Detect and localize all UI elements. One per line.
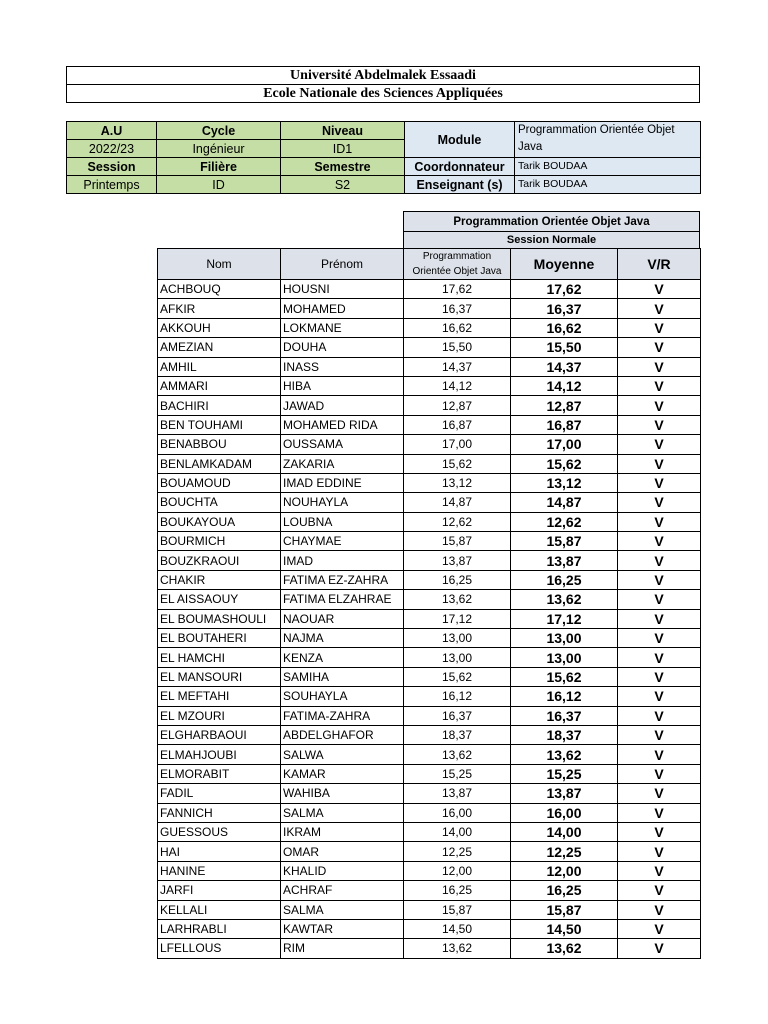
- student-nom: ELMORABIT: [158, 764, 281, 783]
- student-vr: V: [618, 473, 701, 492]
- student-prenom: IKRAM: [281, 822, 404, 841]
- student-vr: V: [618, 376, 701, 395]
- table-row: [158, 299, 701, 318]
- student-vr: V: [618, 570, 701, 589]
- enseignant-value: Tarik BOUDAA: [515, 176, 701, 194]
- au-label: A.U: [67, 122, 157, 140]
- student-moyenne: 16,37: [511, 706, 618, 725]
- table-row: [158, 338, 701, 357]
- cycle-label: Cycle: [157, 122, 281, 140]
- filiere-label: Filière: [157, 158, 281, 176]
- student-moyenne: 16,25: [511, 570, 618, 589]
- student-nom: ELMAHJOUBI: [158, 745, 281, 764]
- student-nom: EL AISSAOUY: [158, 590, 281, 609]
- student-prenom: MOHAMED: [281, 299, 404, 318]
- student-moyenne: 14,37: [511, 357, 618, 376]
- student-vr: V: [618, 435, 701, 454]
- student-vr: V: [618, 939, 701, 958]
- student-note: 13,62: [404, 745, 511, 764]
- student-prenom: ABDELGHAFOR: [281, 725, 404, 744]
- student-vr: V: [618, 764, 701, 783]
- table-row: [158, 396, 701, 415]
- table-row: [158, 939, 701, 958]
- student-prenom: KHALID: [281, 861, 404, 880]
- col-prenom: Prénom: [281, 249, 404, 280]
- student-moyenne: 13,62: [511, 939, 618, 958]
- table-row: [158, 667, 701, 686]
- student-vr: V: [618, 667, 701, 686]
- student-nom: GUESSOUS: [158, 822, 281, 841]
- module-label: Module: [405, 122, 515, 158]
- student-note: 17,62: [404, 280, 511, 299]
- student-vr: V: [618, 822, 701, 841]
- student-note: 15,25: [404, 764, 511, 783]
- student-moyenne: 14,12: [511, 376, 618, 395]
- student-moyenne: 13,87: [511, 784, 618, 803]
- table-row: [158, 900, 701, 919]
- student-vr: V: [618, 648, 701, 667]
- table-row: [158, 822, 701, 841]
- student-note: 14,87: [404, 493, 511, 512]
- student-moyenne: 15,87: [511, 900, 618, 919]
- university-name: Université Abdelmalek Essaadi: [67, 67, 700, 85]
- student-moyenne: 15,25: [511, 764, 618, 783]
- title-block: [66, 66, 700, 103]
- student-moyenne: 14,00: [511, 822, 618, 841]
- table-row: [158, 357, 701, 376]
- student-vr: V: [618, 299, 701, 318]
- table-row: [158, 280, 701, 299]
- niveau-value: ID1: [281, 140, 405, 158]
- table-row: [158, 648, 701, 667]
- student-note: 13,87: [404, 551, 511, 570]
- student-moyenne: 12,00: [511, 861, 618, 880]
- student-prenom: SOUHAYLA: [281, 687, 404, 706]
- student-prenom: IMAD EDDINE: [281, 473, 404, 492]
- student-prenom: FATIMA ELZAHRAE: [281, 590, 404, 609]
- student-note: 12,62: [404, 512, 511, 531]
- student-note: 13,62: [404, 939, 511, 958]
- au-value: 2022/23: [67, 140, 157, 158]
- table-row: [158, 784, 701, 803]
- student-prenom: OUSSAMA: [281, 435, 404, 454]
- student-note: 17,00: [404, 435, 511, 454]
- student-prenom: LOKMANE: [281, 318, 404, 337]
- student-nom: AMEZIAN: [158, 338, 281, 357]
- student-prenom: JAWAD: [281, 396, 404, 415]
- student-moyenne: 17,00: [511, 435, 618, 454]
- student-note: 16,37: [404, 299, 511, 318]
- table-row: [158, 687, 701, 706]
- filiere-value: ID: [157, 176, 281, 194]
- col-programmation: Programmation Orientée Objet Java: [404, 249, 511, 280]
- module-title: Programmation Orientée Objet Java: [404, 212, 700, 232]
- student-nom: KELLALI: [158, 900, 281, 919]
- student-nom: AKKOUH: [158, 318, 281, 337]
- session-title: Session Normale: [404, 232, 700, 249]
- student-moyenne: 15,62: [511, 667, 618, 686]
- student-prenom: MOHAMED RIDA: [281, 415, 404, 434]
- student-vr: V: [618, 532, 701, 551]
- student-nom: LARHRABLI: [158, 919, 281, 938]
- student-prenom: WAHIBA: [281, 784, 404, 803]
- student-moyenne: 13,00: [511, 648, 618, 667]
- student-prenom: SALMA: [281, 803, 404, 822]
- student-note: 16,12: [404, 687, 511, 706]
- table-row: [158, 590, 701, 609]
- student-note: 16,62: [404, 318, 511, 337]
- student-prenom: IMAD: [281, 551, 404, 570]
- grades-table: [157, 248, 701, 959]
- student-vr: V: [618, 842, 701, 861]
- student-vr: V: [618, 784, 701, 803]
- student-nom: EL MANSOURI: [158, 667, 281, 686]
- student-note: 13,87: [404, 784, 511, 803]
- student-prenom: KAMAR: [281, 764, 404, 783]
- student-vr: V: [618, 454, 701, 473]
- student-nom: AMHIL: [158, 357, 281, 376]
- student-nom: BEN TOUHAMI: [158, 415, 281, 434]
- student-moyenne: 15,50: [511, 338, 618, 357]
- student-prenom: ZAKARIA: [281, 454, 404, 473]
- student-vr: V: [618, 745, 701, 764]
- student-moyenne: 12,87: [511, 396, 618, 415]
- student-prenom: KAWTAR: [281, 919, 404, 938]
- student-nom: AFKIR: [158, 299, 281, 318]
- student-vr: V: [618, 493, 701, 512]
- table-row: [158, 473, 701, 492]
- student-vr: V: [618, 338, 701, 357]
- student-nom: FANNICH: [158, 803, 281, 822]
- table-row: [158, 532, 701, 551]
- student-moyenne: 17,12: [511, 609, 618, 628]
- student-vr: V: [618, 551, 701, 570]
- student-vr: V: [618, 725, 701, 744]
- col-nom: Nom: [158, 249, 281, 280]
- student-note: 13,00: [404, 648, 511, 667]
- student-vr: V: [618, 803, 701, 822]
- student-moyenne: 13,87: [511, 551, 618, 570]
- student-vr: V: [618, 357, 701, 376]
- student-nom: BOURMICH: [158, 532, 281, 551]
- student-note: 12,00: [404, 861, 511, 880]
- student-prenom: NAJMA: [281, 629, 404, 648]
- student-prenom: ACHRAF: [281, 881, 404, 900]
- student-note: 13,00: [404, 629, 511, 648]
- student-vr: V: [618, 919, 701, 938]
- student-nom: ACHBOUQ: [158, 280, 281, 299]
- enseignant-label: Enseignant (s): [405, 176, 515, 194]
- student-nom: CHAKIR: [158, 570, 281, 589]
- col-vr: V/R: [618, 249, 701, 280]
- student-prenom: CHAYMAE: [281, 532, 404, 551]
- student-note: 15,62: [404, 667, 511, 686]
- niveau-label: Niveau: [281, 122, 405, 140]
- student-vr: V: [618, 396, 701, 415]
- student-note: 15,62: [404, 454, 511, 473]
- student-note: 14,50: [404, 919, 511, 938]
- student-moyenne: 13,62: [511, 590, 618, 609]
- student-note: 16,37: [404, 706, 511, 725]
- table-row: [158, 629, 701, 648]
- coordonnateur-value: Tarik BOUDAA: [515, 158, 701, 176]
- student-vr: V: [618, 881, 701, 900]
- session-label: Session: [67, 158, 157, 176]
- student-moyenne: 12,25: [511, 842, 618, 861]
- student-vr: V: [618, 629, 701, 648]
- module-value: Programmation Orientée Objet Java: [515, 122, 701, 158]
- student-note: 14,37: [404, 357, 511, 376]
- student-moyenne: 15,87: [511, 532, 618, 551]
- student-prenom: DOUHA: [281, 338, 404, 357]
- table-row: [158, 551, 701, 570]
- student-nom: BOUKAYOUA: [158, 512, 281, 531]
- student-prenom: SALMA: [281, 900, 404, 919]
- student-nom: BOUCHTA: [158, 493, 281, 512]
- student-vr: V: [618, 861, 701, 880]
- table-row: [158, 861, 701, 880]
- student-prenom: HOUSNI: [281, 280, 404, 299]
- student-moyenne: 16,12: [511, 687, 618, 706]
- student-moyenne: 18,37: [511, 725, 618, 744]
- student-prenom: SALWA: [281, 745, 404, 764]
- table-row: [158, 706, 701, 725]
- student-nom: HAI: [158, 842, 281, 861]
- school-name: Ecole Nationale des Sciences Appliquées: [67, 85, 700, 103]
- student-vr: V: [618, 280, 701, 299]
- student-moyenne: 14,50: [511, 919, 618, 938]
- student-vr: V: [618, 318, 701, 337]
- student-nom: ELGHARBAOUI: [158, 725, 281, 744]
- table-row: [158, 725, 701, 744]
- student-note: 13,62: [404, 590, 511, 609]
- student-nom: HANINE: [158, 861, 281, 880]
- table-row: [158, 318, 701, 337]
- student-vr: V: [618, 609, 701, 628]
- student-prenom: INASS: [281, 357, 404, 376]
- student-prenom: NAOUAR: [281, 609, 404, 628]
- student-moyenne: 13,62: [511, 745, 618, 764]
- student-nom: BENABBOU: [158, 435, 281, 454]
- student-prenom: FATIMA-ZAHRA: [281, 706, 404, 725]
- student-moyenne: 16,87: [511, 415, 618, 434]
- table-row: [158, 919, 701, 938]
- student-vr: V: [618, 687, 701, 706]
- student-note: 16,25: [404, 881, 511, 900]
- student-note: 15,50: [404, 338, 511, 357]
- student-moyenne: 12,62: [511, 512, 618, 531]
- student-vr: V: [618, 415, 701, 434]
- course-info-table: [66, 121, 701, 194]
- student-moyenne: 16,25: [511, 881, 618, 900]
- student-note: 15,87: [404, 900, 511, 919]
- student-note: 14,12: [404, 376, 511, 395]
- student-vr: V: [618, 900, 701, 919]
- student-moyenne: 14,87: [511, 493, 618, 512]
- student-note: 16,87: [404, 415, 511, 434]
- student-nom: LFELLOUS: [158, 939, 281, 958]
- student-vr: V: [618, 512, 701, 531]
- student-moyenne: 15,62: [511, 454, 618, 473]
- student-note: 16,25: [404, 570, 511, 589]
- student-prenom: RIM: [281, 939, 404, 958]
- student-moyenne: 16,37: [511, 299, 618, 318]
- student-moyenne: 13,12: [511, 473, 618, 492]
- table-row: [158, 454, 701, 473]
- table-row: [158, 764, 701, 783]
- student-nom: EL BOUTAHERI: [158, 629, 281, 648]
- col-moyenne: Moyenne: [511, 249, 618, 280]
- student-moyenne: 16,00: [511, 803, 618, 822]
- student-prenom: HIBA: [281, 376, 404, 395]
- student-nom: EL MEFTAHI: [158, 687, 281, 706]
- student-nom: JARFI: [158, 881, 281, 900]
- student-nom: EL HAMCHI: [158, 648, 281, 667]
- student-nom: BENLAMKADAM: [158, 454, 281, 473]
- student-moyenne: 13,00: [511, 629, 618, 648]
- table-row: [158, 570, 701, 589]
- table-row: [158, 376, 701, 395]
- student-prenom: SAMIHA: [281, 667, 404, 686]
- grades-body: [158, 280, 701, 959]
- student-prenom: FATIMA EZ-ZAHRA: [281, 570, 404, 589]
- semestre-label: Semestre: [281, 158, 405, 176]
- table-row: [158, 512, 701, 531]
- student-nom: EL BOUMASHOULI: [158, 609, 281, 628]
- student-note: 18,37: [404, 725, 511, 744]
- student-prenom: OMAR: [281, 842, 404, 861]
- student-nom: BOUAMOUD: [158, 473, 281, 492]
- table-row: [158, 842, 701, 861]
- table-row: [158, 435, 701, 454]
- student-note: 12,87: [404, 396, 511, 415]
- student-note: 12,25: [404, 842, 511, 861]
- student-note: 16,00: [404, 803, 511, 822]
- student-prenom: LOUBNA: [281, 512, 404, 531]
- table-row: [158, 493, 701, 512]
- student-note: 14,00: [404, 822, 511, 841]
- table-row: [158, 745, 701, 764]
- student-note: 13,12: [404, 473, 511, 492]
- student-moyenne: 17,62: [511, 280, 618, 299]
- student-prenom: NOUHAYLA: [281, 493, 404, 512]
- student-nom: BACHIRI: [158, 396, 281, 415]
- cycle-value: Ingénieur: [157, 140, 281, 158]
- student-vr: V: [618, 706, 701, 725]
- student-nom: FADIL: [158, 784, 281, 803]
- table-row: [158, 803, 701, 822]
- student-prenom: KENZA: [281, 648, 404, 667]
- student-vr: V: [618, 590, 701, 609]
- student-note: 17,12: [404, 609, 511, 628]
- grades-header: [403, 211, 700, 249]
- student-nom: EL MZOURI: [158, 706, 281, 725]
- student-note: 15,87: [404, 532, 511, 551]
- coordonnateur-label: Coordonnateur: [405, 158, 515, 176]
- student-moyenne: 16,62: [511, 318, 618, 337]
- student-nom: BOUZKRAOUI: [158, 551, 281, 570]
- student-nom: AMMARI: [158, 376, 281, 395]
- table-row: [158, 609, 701, 628]
- session-value: Printemps: [67, 176, 157, 194]
- table-row: [158, 881, 701, 900]
- semestre-value: S2: [281, 176, 405, 194]
- table-row: [158, 415, 701, 434]
